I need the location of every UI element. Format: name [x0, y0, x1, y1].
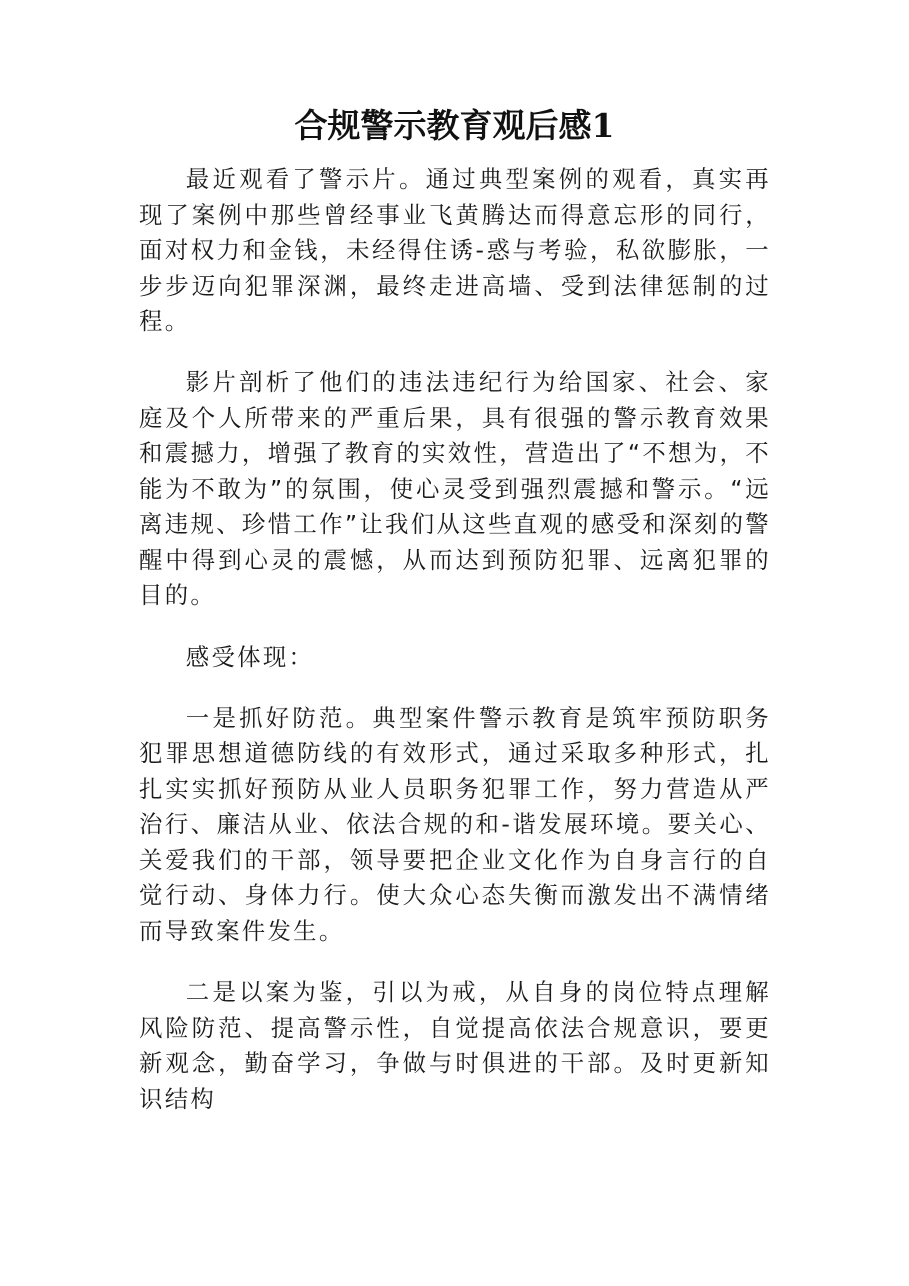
paragraph-heading-feelings: 感受体现：: [185, 642, 315, 671]
paragraph-point-one: 一是抓好防范。典型案件警示教育是筑牢预防职务犯罪思想道德防线的有效形式，通过采取多种形式，扎扎实实抓好预防从业人员职务犯罪工作，努力营造从严治行、廉洁从业、依法合规的和-谐发展环境。要关心、关爱我们的干部，领导要把企业文化作为自身言行的自觉行动、身体力行。使大众心态失衡而激发出不满情绪而导致案件发生。: [139, 703, 771, 945]
document-body: [139, 162, 771, 1143]
paragraph-analysis: 影片剖析了他们的违法违纪行为给国家、社会、家庭及个人所带来的严重后果，具有很强的警示教育效果和震撼力，增强了教育的实效性，营造出了“不想为，不能为不敢为”的氛围，使心灵受到强烈震撼和警示。“远离违规、珍惜工作”让我们从这些直观的感受和深刻的警醒中得到心灵的震憾，从而达到预防犯罪、远离犯罪的目的。: [139, 368, 771, 610]
paragraph-point-two: 二是以案为鉴，引以为戒，从自身的岗位特点理解风险防范、提高警示性，自觉提高依法合规意识，要更新观念，勤奋学习，争做与时俱进的干部。及时更新知识结构: [139, 978, 771, 1113]
paragraph-intro: 最近观看了警示片。通过典型案例的观看，真实再现了案例中那些曾经事业飞黄腾达而得意忘形的同行，面对权力和金钱，未经得住诱-惑与考验，私欲膨胀，一步步迈向犯罪深渊，最终走进高墙、受到法律惩制的过程。: [139, 165, 771, 335]
document-title: 合规警示教育观后感1: [294, 106, 615, 145]
